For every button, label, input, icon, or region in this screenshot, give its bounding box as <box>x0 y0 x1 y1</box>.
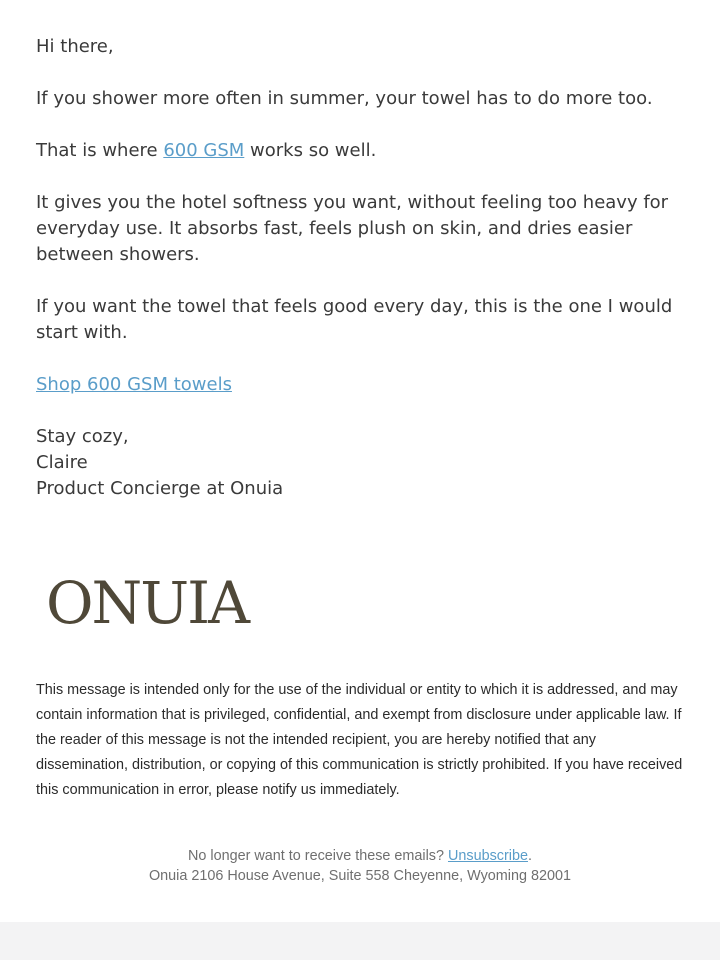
paragraph-recommendation: If you want the towel that feels good every day, this is the one I would start with. <box>36 296 673 343</box>
company-address: Onuia 2106 House Avenue, Suite 558 Cheyenne, Wyoming 82001 <box>148 868 572 884</box>
signoff-name: Claire <box>36 452 88 473</box>
email-footer <box>0 846 720 886</box>
paragraph-softness: It gives you the hotel softness you want, without feeling too heavy for everyday use. It absorbs fast, feels plush on skin, and dries easier between showers. <box>36 192 669 265</box>
paragraph-600gsm-before: That is where <box>36 140 164 161</box>
paragraph-600gsm <box>36 138 686 164</box>
shop-600-gsm-towels-link[interactable]: Shop 600 GSM towels <box>36 374 232 395</box>
signoff <box>36 424 686 502</box>
cta-paragraph <box>36 372 686 398</box>
unsubscribe-line <box>0 846 720 866</box>
600-gsm-link[interactable]: 600 GSM <box>163 140 245 161</box>
onuia-logo: ONUIA <box>46 569 248 637</box>
unsubscribe-prompt: No longer want to receive these emails? <box>188 848 448 864</box>
paragraph-summer: If you shower more often in summer, your towel has to do more too. <box>36 88 653 109</box>
signoff-title: Product Concierge at Onuia <box>36 478 284 499</box>
email-content <box>36 34 686 528</box>
unsubscribe-end: . <box>527 848 532 864</box>
greeting: Hi there, <box>36 36 114 57</box>
paragraph-600gsm-after: works so well. <box>244 140 377 161</box>
unsubscribe-link[interactable]: Unsubscribe <box>447 848 528 864</box>
signoff-closing: Stay cozy, <box>36 426 129 447</box>
legal-disclaimer: This message is intended only for the use of the individual or entity to which it is addressed, and may contain information that is privileged, confidential, and exempt from disclosure under applicable law. If the reader of this message is not the intended recipient, you are hereby notified that any dissemination, distribution, or copying of this communication is strictly prohibited. If you have received this communication in error, please notify us immediately. <box>36 682 683 798</box>
